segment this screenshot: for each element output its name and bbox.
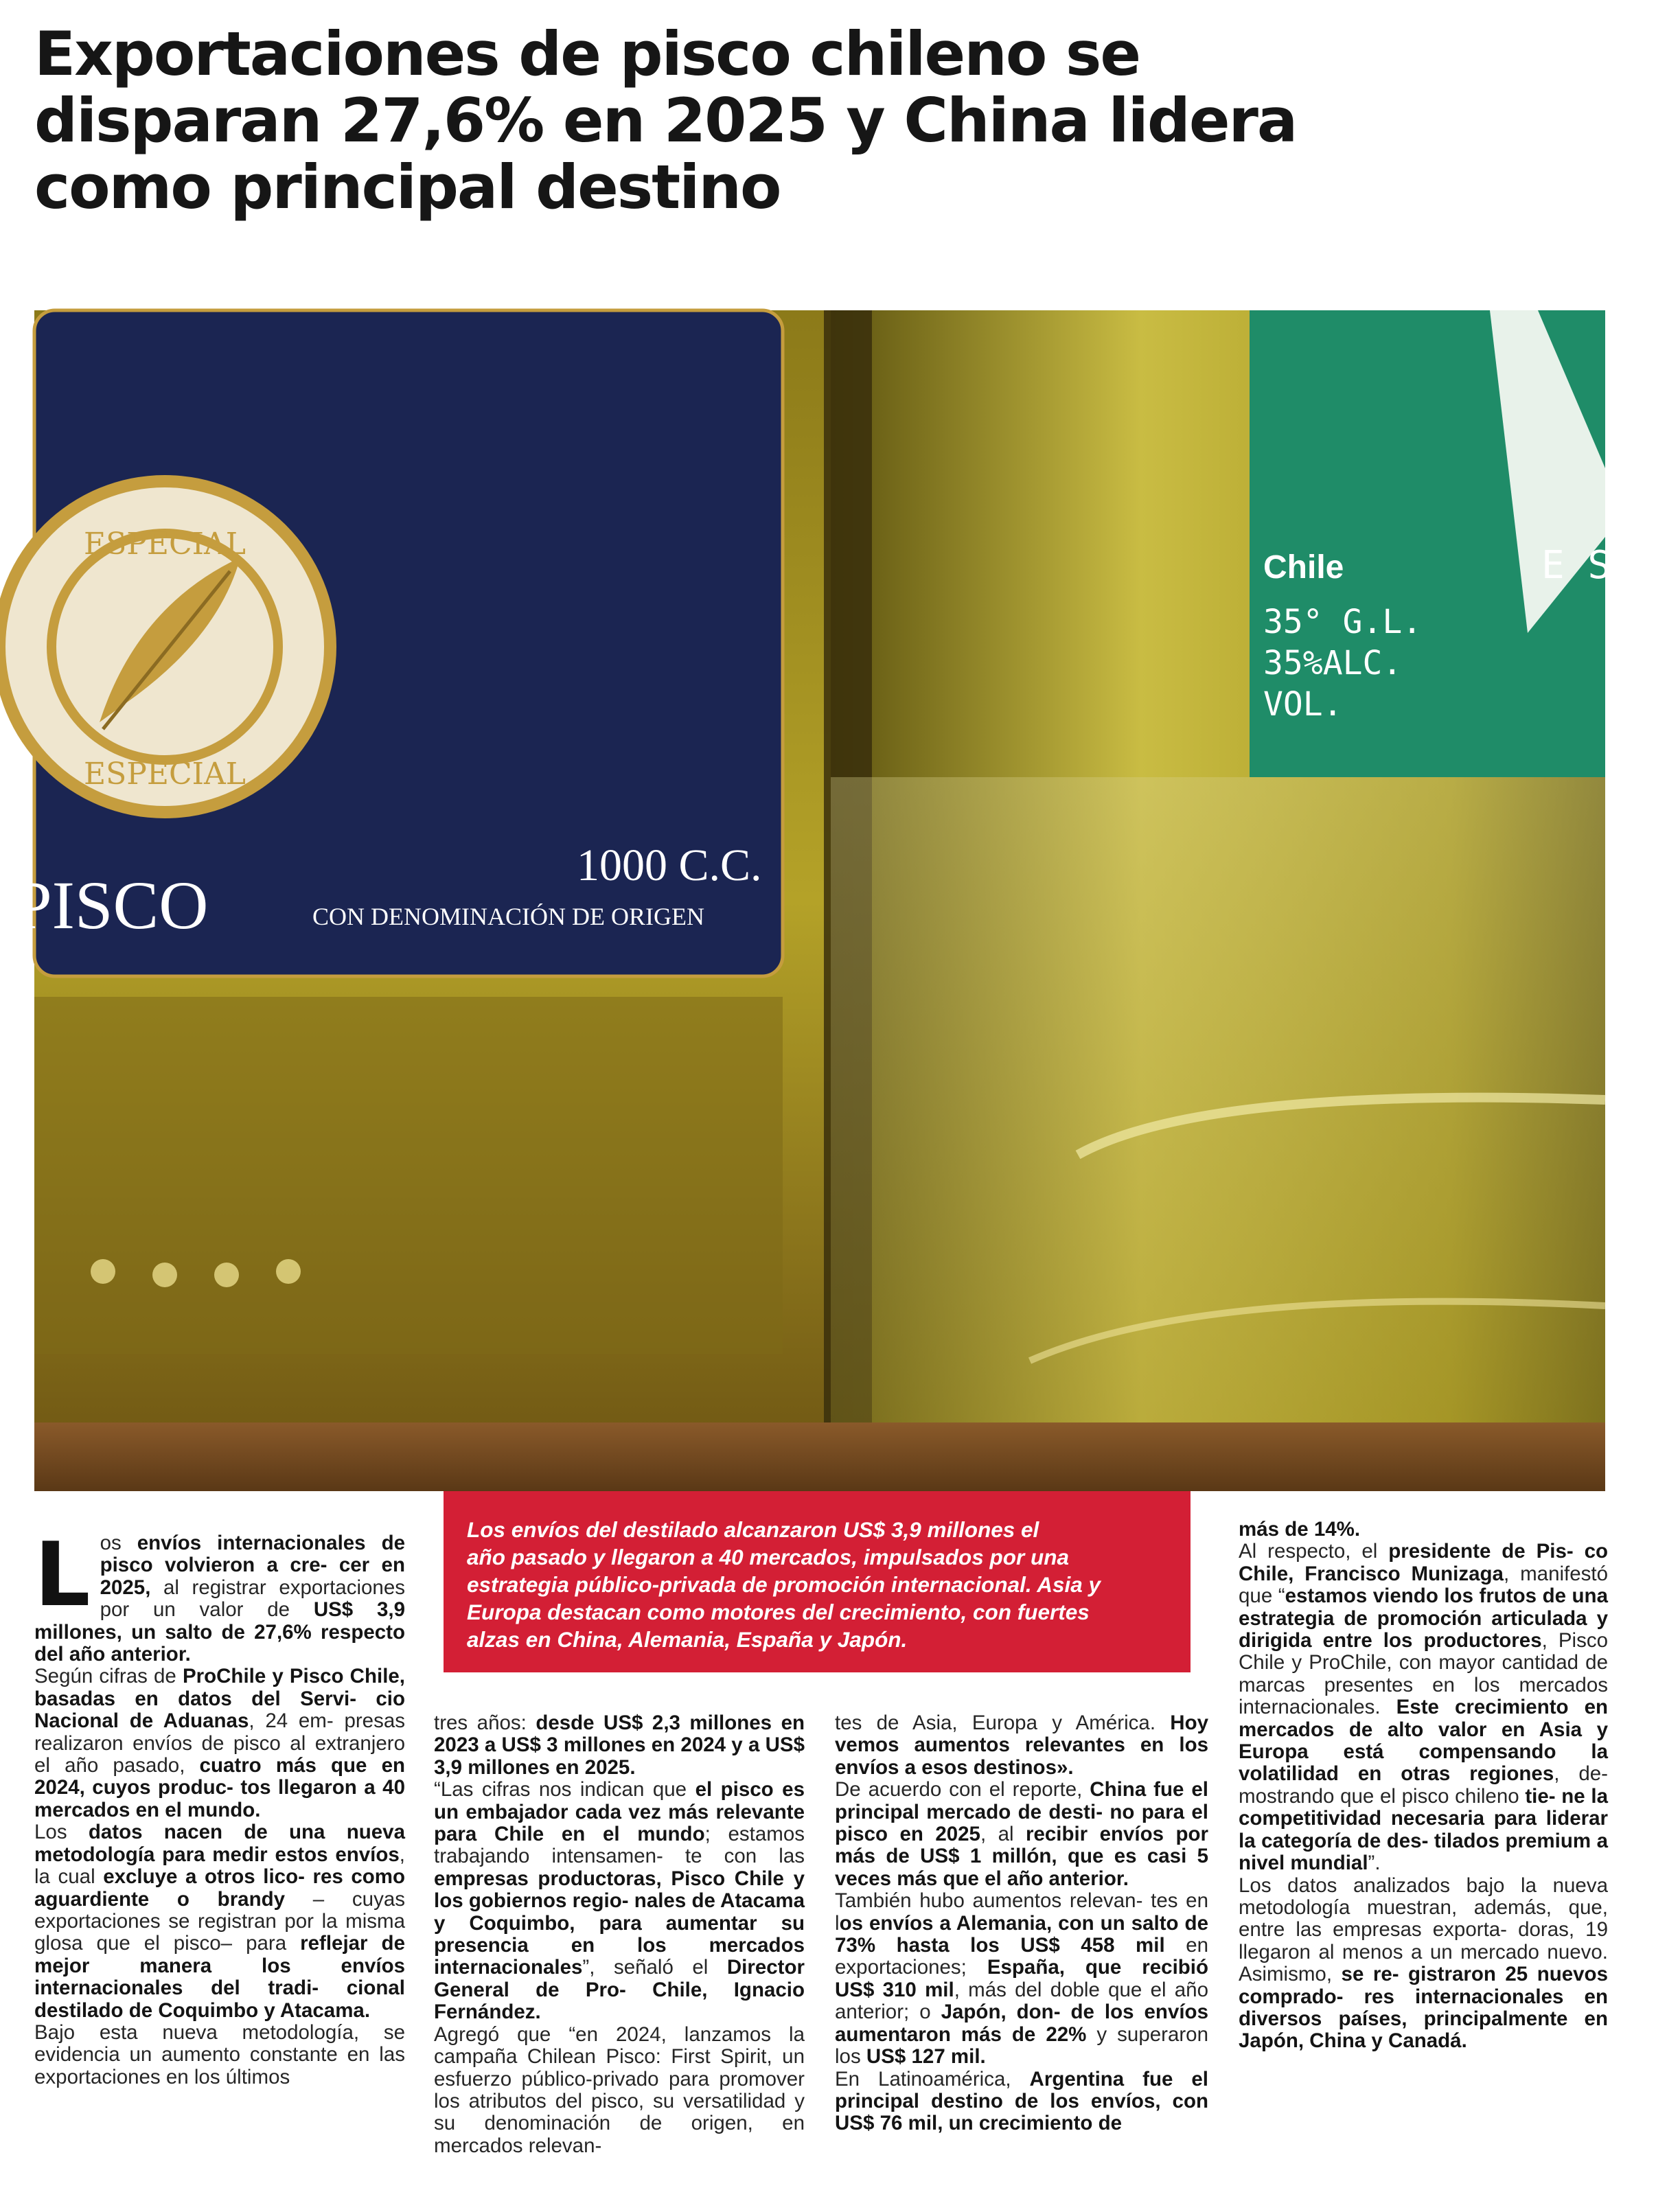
bold-run: Este crecimiento en mercados de alto valor en Asia y Europa está compensando la volatilidad en otras regiones bbox=[1239, 1696, 1608, 1786]
bold-run: os envíos a Alemania, con un salto de 73% hasta los US$ 458 mil bbox=[835, 1911, 1208, 1957]
bold-run: China fue el principal mercado de desti- no para el pisco en 2025 bbox=[835, 1778, 1208, 1846]
paragraph bbox=[1239, 1519, 1608, 1541]
seal-top-text: ESPECIAL bbox=[83, 527, 246, 562]
pisco-bottles-photo bbox=[14, 310, 1611, 1491]
article-column-1 bbox=[34, 1524, 405, 2088]
text-run: , 24 em- presas realizaron envíos de pisco al extranjero el año pasado, bbox=[34, 1709, 405, 1777]
bold-run: España, que recibió US$ 310 mil bbox=[835, 1956, 1208, 2001]
bold-run: presidente de Pis- co Chile, Francisco Munizaga bbox=[1239, 1540, 1609, 1585]
bold-run: US$ 127 mil. bbox=[866, 2045, 986, 2069]
callout-line-5: alzas en China, Alemania, España y Japón. bbox=[467, 1627, 908, 1652]
headline-line-3: como principal destino bbox=[34, 152, 781, 222]
bold-run: desde US$ 2,3 millones en 2023 a US$ 3 millones en 2024 y a US$ 3,9 millones en 2025. bbox=[434, 1712, 805, 1779]
text-run: Según cifras de bbox=[34, 1665, 183, 1688]
text-run: Bajo esta nueva metodología, se evidencia un aumento constante en las exportaciones en los últimos bbox=[34, 2020, 405, 2088]
headline-line-2: disparan 27,6% en 2025 y China lidera bbox=[34, 85, 1297, 156]
paragraph bbox=[835, 1712, 1208, 1779]
text-run: ”, señaló el bbox=[582, 1956, 727, 1979]
headline bbox=[34, 21, 1620, 220]
text-run: También hubo aumentos relevan- tes en l bbox=[835, 1889, 1208, 1935]
callout-line-4: Europa destacan como motores del crecimiento, con fuertes bbox=[467, 1600, 1090, 1624]
bold-run: US$ 3,9 millones, un salto de 27,6% respecto del año anterior. bbox=[34, 1598, 405, 1666]
bold-run: empresas productoras, Pisco Chile y los gobiernos regio- nales de Atacama y Coquimbo, para aumentar su presencia en los mercados internacionales bbox=[434, 1867, 805, 1979]
bold-run: excluye a otros lico- res como aguardiente o brandy bbox=[34, 1865, 405, 1911]
drop-cap: L bbox=[34, 1524, 91, 1626]
article-column-2 bbox=[434, 1712, 805, 2157]
bold-run: Hoy vemos aumentos relevantes en los envíos a esos destinos». bbox=[835, 1712, 1208, 1779]
text-run: , Pisco Chile y ProChile, con mayor cantidad de marcas presentes en los mercados internacionales. bbox=[1239, 1629, 1609, 1719]
text-run: Los datos analizados bajo la nueva metodología muestran, además, que, entre las empresas exporta- doras, 19 llegaron al menos a un mercado nuevo. Asimismo, bbox=[1239, 1874, 1608, 1986]
highlight-callout bbox=[444, 1491, 1191, 1672]
text-run: , manifestó que “ bbox=[1239, 1562, 1609, 1608]
callout-line-2: año pasado y llegaron a 40 mercados, impulsados por una bbox=[467, 1545, 1070, 1569]
paragraph bbox=[1239, 1875, 1608, 2053]
text-run: , más del doble que el año anterior; o bbox=[835, 1978, 1208, 2024]
article-column-3 bbox=[835, 1712, 1208, 2135]
bold-run: reflejar de mejor manera los envíos internacionales del tradi- cional destilado de Coquimbo y Atacama. bbox=[34, 1932, 405, 2022]
bold-run: más de 14%. bbox=[1239, 1518, 1361, 1541]
bold-run: estamos viendo los frutos de una estrategia de promoción articulada y dirigida entre los productores bbox=[1239, 1585, 1608, 1652]
seal-bottom-text: ESPECIAL bbox=[83, 757, 246, 792]
label-side-letters: E S bbox=[1541, 543, 1611, 588]
alcohol-line-2: 35%ALC. bbox=[1263, 644, 1403, 682]
text-run: En Latinoamérica, bbox=[835, 2067, 1030, 2090]
bold-run: el pisco es un embajador cada vez más relevante para Chile en el mundo bbox=[434, 1778, 805, 1846]
paragraph bbox=[1239, 1541, 1608, 1874]
article-column-4 bbox=[1239, 1519, 1608, 2053]
bold-run: Japón, don- de los envíos aumentaron más de 22% bbox=[835, 2001, 1208, 2046]
paragraph bbox=[34, 1821, 405, 2022]
bold-run: se re- gistraron 25 nuevos comprado- res internacionales en diversos países, principalmente en Japón, China y Canadá. bbox=[1239, 1963, 1608, 2053]
text-run: Los bbox=[34, 1821, 89, 1844]
bold-run: tie- ne la competitividad necesaria para liderar la categoría de des- tilados premium a nivel mundial bbox=[1239, 1784, 1608, 1875]
bold-run: cuatro más que en 2024, cuyos produc- tos llegaron a 40 mercados en el mundo. bbox=[34, 1754, 405, 1821]
bold-run: datos nacen de una nueva metodología para medir estos envíos bbox=[34, 1821, 405, 1866]
text-run: – cuyas exportaciones se registran por la misma glosa que el pisco– para bbox=[34, 1887, 405, 1955]
paragraph bbox=[434, 1779, 805, 2023]
bold-run: Argentina fue el principal destino de los envíos, con US$ 76 mil, un crecimiento de bbox=[835, 2067, 1209, 2135]
alcohol-line-3: VOL. bbox=[1263, 685, 1343, 724]
paragraph bbox=[835, 1890, 1208, 2068]
chile-logo-text: Chile bbox=[1263, 549, 1344, 586]
bold-run: recibir envíos por más de US$ 1 millón, que es casi 5 veces más que el año anterior. bbox=[835, 1823, 1208, 1890]
volume-text: 1000 C.C. bbox=[577, 840, 762, 890]
text-run: Al respecto, el bbox=[1239, 1540, 1389, 1563]
text-run: , la cual bbox=[34, 1843, 405, 1889]
paragraph bbox=[434, 2024, 805, 2157]
text-run: tes de Asia, Europa y América. bbox=[835, 1712, 1171, 1734]
text-run: ; estamos trabajando intensamen- te con las bbox=[434, 1823, 805, 1868]
callout-line-3: estrategia público-privada de promoción internacional. Asia y bbox=[467, 1572, 1101, 1597]
text-run: Agregó que “en 2024, lanzamos la campaña Chilean Pisco: First Spirit, un esfuerzo público-privado para promover los atributos del pisco, su versatilidad y su denominación de origen, en mercados relevan- bbox=[434, 2023, 805, 2157]
text-run: al registrar exportaciones por un valor de bbox=[100, 1576, 405, 1622]
text-run: , de- mostrando que el pisco chileno bbox=[1239, 1762, 1609, 1808]
bold-run: envíos internacionales de pisco volvieron a cre- cer en 2025, bbox=[100, 1532, 405, 1599]
paragraph bbox=[34, 2022, 405, 2088]
text-run: tres años: bbox=[434, 1712, 536, 1734]
alcohol-line-1: 35° G.L. bbox=[1263, 603, 1423, 641]
pisco-brand-text: PISCO bbox=[14, 867, 209, 943]
text-run: ”. bbox=[1368, 1852, 1381, 1875]
text-run: os bbox=[100, 1532, 137, 1554]
callout-line-1: Los envíos del destilado alcanzaron US$ 3,9 millones el bbox=[467, 1517, 1039, 1542]
paragraph bbox=[434, 1712, 805, 1779]
text-run: “Las cifras nos indican que bbox=[434, 1778, 695, 1801]
origin-text: CON DENOMINACIÓN DE ORIGEN bbox=[312, 903, 704, 930]
paragraph bbox=[835, 1779, 1208, 1890]
text-run: en exportaciones; bbox=[835, 1934, 1209, 1979]
text-run: De acuerdo con el reporte, bbox=[835, 1778, 1090, 1801]
bold-run: Director General de Pro- Chile, Ignacio Fernández. bbox=[434, 1956, 805, 2024]
bold-run: ProChile y Pisco Chile, basadas en datos del Servi- cio Nacional de Aduanas bbox=[34, 1665, 405, 1733]
paragraph bbox=[835, 2069, 1208, 2135]
text-run: y superaron los bbox=[835, 2023, 1209, 2069]
paragraph bbox=[34, 1666, 405, 1821]
headline-line-1: Exportaciones de pisco chileno se bbox=[34, 19, 1140, 89]
text-run: , al bbox=[980, 1823, 1026, 1846]
